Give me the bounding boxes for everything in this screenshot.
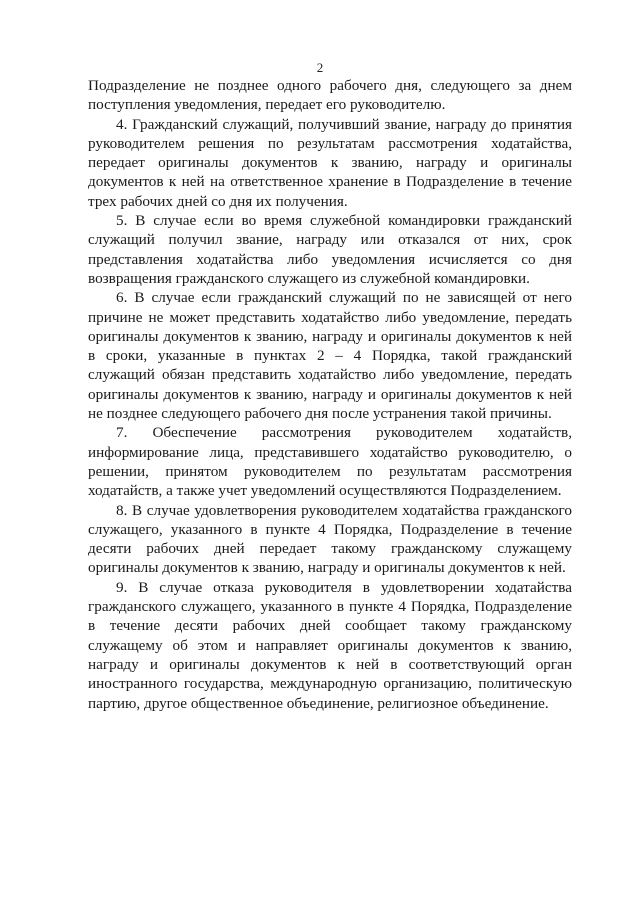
document-body [88, 76, 572, 713]
paragraph: 8. В случае удовлетворения руководителем ходатайства гражданского служащего, указанного в пункте 4 Порядка, Подразделение в течение десяти рабочих дней передает такому гражданскому служащему оригиналы документов к званию, награду и оригиналы документов к ней. [88, 501, 572, 577]
paragraph: Подразделение не позднее одного рабочего дня, следующего за днем поступления уведомления, передает его руководителю. [88, 77, 572, 114]
paragraph: 6. В случае если гражданский служащий по не зависящей от него причине не может представить ходатайство либо уведомление, передать оригиналы документов к званию, награду и оригиналы документов к ней в сроки, указанные в пунктах 2 – 4 Порядка, такой гражданский служащий обязан представить ходатайство либо уведомление, передать оригиналы документов к званию, награду и оригиналы документов к ней не позднее следующего рабочего дня после устранения такой причины. [88, 289, 572, 423]
page-number: 2 [316, 60, 324, 75]
paragraph: 7. Обеспечение рассмотрения руководителем ходатайств, информирование лица, представившего ходатайство руководителю, о решении, принятом руководителем по результатам рассмотрения ходатайств, а также учет уведомлений осуществляются Подразделением. [88, 424, 572, 500]
paragraph: 4. Гражданский служащий, получивший звание, награду до принятия руководителем решения по результатам рассмотрения ходатайства, передает оригиналы документов к званию, награду и оригиналы документов к ней на ответственное хранение в Подразделение в течение трех рабочих дней со дня их получения. [88, 115, 572, 210]
paragraph: 9. В случае отказа руководителя в удовлетворении ходатайства гражданского служащего, указанного в пункте 4 Порядка, Подразделение в течение десяти рабочих дней сообщает такому гражданскому служащему об этом и направляет оригиналы документов к званию, награду и оригиналы документов к ней в соответствующий орган иностранного государства, международную организацию, политическую партию, другое общественное объединение, религиозное объединение. [88, 578, 572, 712]
paragraph: 5. В случае если во время служебной командировки гражданский служащий получил звание, награду или отказался от них, срок представления ходатайства либо уведомления исчисляется со дня возвращения гражданского служащего из служебной командировки. [88, 212, 572, 287]
